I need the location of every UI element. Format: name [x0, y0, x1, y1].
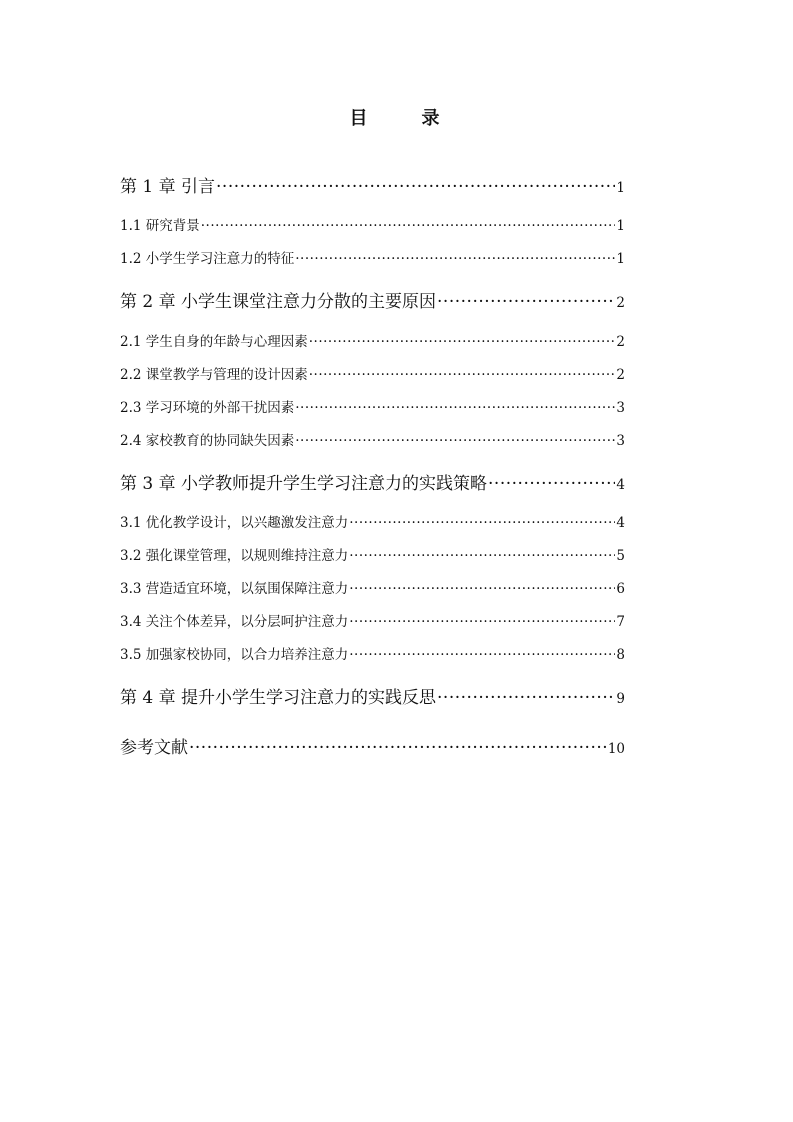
toc-page-number: 2 [616, 295, 625, 311]
toc-entry-chapter-3[interactable] [120, 469, 625, 495]
toc-entry-references[interactable] [120, 733, 625, 759]
toc-page-number: 5 [616, 548, 625, 564]
toc-entry-label: 第 1 章 引言 [120, 177, 216, 197]
toc-entry-section-3-3[interactable] [120, 577, 625, 599]
toc-dot-leader [349, 581, 615, 597]
toc-page-number: 3 [616, 400, 625, 416]
toc-entry-section-3-2[interactable] [120, 544, 625, 566]
toc-dot-leader [349, 614, 615, 630]
toc-entry-chapter-4[interactable] [120, 683, 625, 709]
toc-entry-section-2-1[interactable] [120, 330, 625, 352]
toc-dot-leader [295, 251, 615, 267]
toc-page-number: 1 [616, 218, 625, 234]
toc-dot-leader [349, 515, 615, 531]
toc-dot-leader [309, 334, 616, 350]
toc-page-number: 6 [616, 581, 625, 597]
toc-page-number: 1 [616, 180, 625, 196]
toc-entry-label: 第 3 章 小学教师提升学生学习注意力的实践策略 [120, 474, 488, 494]
toc-page-number: 2 [616, 334, 625, 350]
toc-page-number: 2 [616, 367, 625, 383]
toc-dot-leader [295, 400, 615, 416]
toc-entry-label: 3.1 优化教学设计，以兴趣激发注意力 [120, 515, 349, 531]
toc-entry-label: 2.1 学生自身的年龄与心理因素 [120, 334, 308, 350]
toc-entry-section-1-1[interactable] [120, 214, 625, 236]
toc-entry-section-3-4[interactable] [120, 610, 625, 632]
toc-dot-leader [349, 548, 615, 564]
toc-entry-label: 第 2 章 小学生课堂注意力分散的主要原因 [120, 292, 437, 312]
toc-entry-label: 3.2 强化课堂管理，以规则维持注意力 [120, 548, 349, 564]
toc-dot-leader [309, 367, 616, 383]
toc-entry-chapter-1[interactable] [120, 172, 625, 198]
toc-dot-leader [201, 218, 616, 234]
toc-title: 目 录 [349, 108, 458, 129]
toc-dot-leader [216, 177, 615, 197]
toc-page-number: 7 [616, 614, 625, 630]
toc-entry-section-3-1[interactable] [120, 511, 625, 533]
toc-page-number: 4 [616, 477, 625, 493]
toc-entry-label: 参考文献 [120, 738, 188, 758]
toc-page-number: 8 [616, 647, 625, 663]
toc-entry-section-3-5[interactable] [120, 643, 625, 665]
toc-entry-section-2-2[interactable] [120, 363, 625, 385]
toc-page-number: 10 [607, 741, 625, 757]
toc-entry-label: 1.1 研究背景 [120, 218, 200, 234]
toc-page-number: 4 [616, 515, 625, 531]
toc-dot-leader [189, 738, 607, 758]
toc-dot-leader [437, 688, 615, 708]
toc-dot-leader [437, 292, 615, 312]
toc-page-number: 9 [616, 691, 625, 707]
toc-entry-label: 2.4 家校教育的协同缺失因素 [120, 433, 295, 449]
toc-entry-label: 3.3 营造适宜环境，以氛围保障注意力 [120, 581, 349, 597]
toc-page-number: 3 [616, 433, 625, 449]
toc-entry-label: 2.3 学习环境的外部干扰因素 [120, 400, 295, 416]
toc-entry-label: 3.5 加强家校协同，以合力培养注意力 [120, 647, 349, 663]
toc-entry-label: 2.2 课堂教学与管理的设计因素 [120, 367, 308, 383]
toc-entry-label: 3.4 关注个体差异，以分层呵护注意力 [120, 614, 349, 630]
toc-entry-chapter-2[interactable] [120, 287, 625, 313]
toc-entry-label: 1.2 小学生学习注意力的特征 [120, 251, 295, 267]
toc-entry-section-1-2[interactable] [120, 247, 625, 269]
toc-dot-leader [295, 433, 615, 449]
toc-dot-leader [349, 647, 615, 663]
toc-dot-leader [488, 474, 615, 494]
toc-entry-section-2-3[interactable] [120, 396, 625, 418]
toc-page-number: 1 [616, 251, 625, 267]
toc-entry-section-2-4[interactable] [120, 429, 625, 451]
toc-entry-label: 第 4 章 提升小学生学习注意力的实践反思 [120, 688, 437, 708]
